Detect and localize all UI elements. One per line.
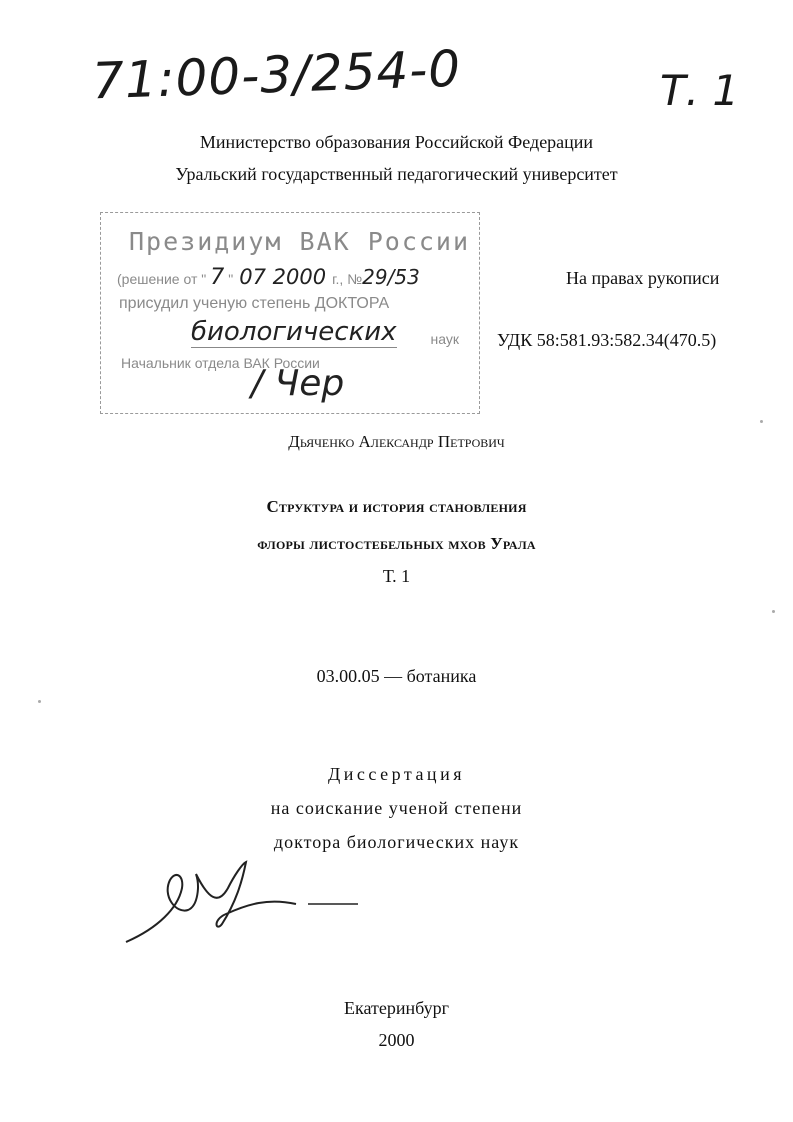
university-name: Уральский государственный педагогический университет xyxy=(175,164,618,184)
stamp-decision-line xyxy=(117,265,420,290)
stamp-awarded: присудил ученую степень ДОКТОРА xyxy=(119,295,390,312)
stamp-head-label: Начальник отдела ВАК России xyxy=(121,355,320,371)
stamp-decision-g: г., № xyxy=(332,271,363,287)
udk-code: УДК 58:581.93:582.34(470.5) xyxy=(497,330,717,350)
dissertation-science-line: доктора биологических наук xyxy=(273,832,520,852)
author-name: Дьяченко Александр Петрович xyxy=(288,432,505,451)
stamp-decision-month-year: 07 2000 xyxy=(239,265,327,289)
stamp-science-field: биологических xyxy=(191,317,397,347)
volume-label: Т. 1 xyxy=(382,566,411,586)
stamp-signature: / Чер xyxy=(251,363,345,404)
year: 2000 xyxy=(378,1030,415,1050)
stamp-science-suffix: наук xyxy=(430,331,459,347)
stamp-decision-label: (решение от " xyxy=(117,271,207,287)
dissertation-word: Диссертация xyxy=(328,764,465,784)
vak-stamp xyxy=(100,212,480,414)
title-line-1: Структура и история становления xyxy=(266,497,527,516)
specialty: 03.00.05 — ботаника xyxy=(316,666,477,686)
stamp-decision-mid: " xyxy=(228,271,234,287)
ministry-name: Министерство образования Российской Федерации xyxy=(199,132,594,152)
title-line-2: флоры листостебельных мхов Урала xyxy=(257,534,536,553)
stamp-title: Президиум ВАК России xyxy=(129,227,471,256)
rights-notice: На правах рукописи xyxy=(566,268,720,288)
stamp-decision-number: 29/53 xyxy=(362,265,420,289)
volume-mark-handwritten: Т. 1 xyxy=(660,66,740,115)
archive-code-handwritten: 71:00-3/254-0 xyxy=(91,39,462,111)
author-signature xyxy=(118,858,378,948)
dissertation-degree-line: на соискание ученой степени xyxy=(270,798,523,818)
stamp-decision-day: 7 xyxy=(210,265,225,290)
stamp-science-line xyxy=(117,317,467,347)
city: Екатеринбург xyxy=(344,998,449,1018)
